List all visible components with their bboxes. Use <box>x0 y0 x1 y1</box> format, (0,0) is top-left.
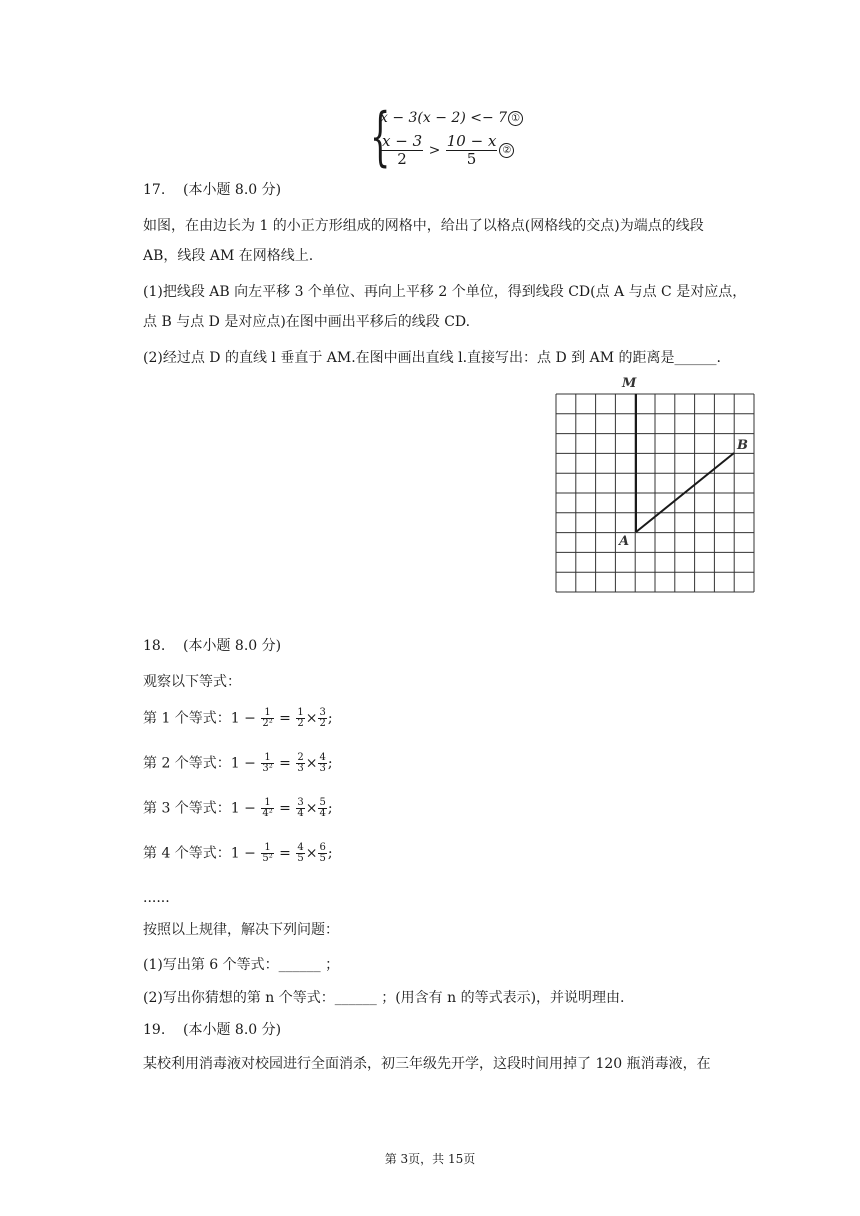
fraction-a <box>261 753 273 774</box>
right-numerator: 10 − x <box>446 132 497 150</box>
page-footer: 第 3页，共 15页 <box>384 1152 476 1166</box>
fraction-b-num: 4 <box>297 842 304 853</box>
q17-part1-2: 点 B 与点 D 是对应点)在图中画出平移后的线段 CD. <box>143 314 471 330</box>
q18-part2: (2)写出你猜想的第 n 个等式：______ ；(用含有 n 的等式表示)，并说明理由. <box>143 990 625 1006</box>
fraction-c <box>318 753 326 774</box>
fraction-c-den: 3 <box>319 763 326 774</box>
fraction-c <box>318 708 326 729</box>
q17-part2: (2)经过点 D 的直线 l 垂直于 AM.在图中画出直线 l.直接写出：点 D 到 AM 的距离是______. <box>143 350 721 366</box>
grid-figure <box>548 372 763 597</box>
inequality-op: > <box>428 142 441 159</box>
q19-number: 19. <box>143 1022 166 1038</box>
left-fraction <box>381 133 423 168</box>
fraction-a-den: 5² <box>262 853 273 864</box>
fraction-a-den: 3² <box>262 763 273 774</box>
fraction-b-den: 4 <box>297 808 304 819</box>
fraction-b <box>296 843 304 864</box>
fraction-b-num: 3 <box>297 797 304 808</box>
fraction-a-den: 2² <box>262 718 273 729</box>
equation-row: 第 4 个等式：1 − $\frac{1}{\text{5²}}$ = $\frac{4}{5}$ × $\frac{6}{5}$ ; <box>143 842 333 864</box>
right-denominator: 5 <box>466 150 477 168</box>
q18-heading <box>143 636 281 656</box>
inequality-row-1 <box>380 110 523 126</box>
q17-intro-1: 如图，在由边长为 1 的小正方形组成的网格中，给出了以格点(网格线的交点)为端点的线段 <box>143 218 704 234</box>
q17-number: 17. <box>143 182 166 198</box>
fraction-b-den: 2 <box>297 718 304 729</box>
equation-prefix: 第 3 个等式：1 − <box>143 800 256 817</box>
fraction-c-num: 4 <box>319 752 326 763</box>
fraction-b-num: 1 <box>297 707 304 718</box>
fraction-a-num: 1 <box>261 798 273 809</box>
q18-score: (本小题 8.0 分) <box>183 638 282 654</box>
label-m: M <box>622 376 637 391</box>
fraction-a <box>261 798 273 819</box>
q18-intro: 观察以下等式： <box>143 674 241 690</box>
left-numerator: x − 3 <box>382 132 423 150</box>
equation-prefix: 第 1 个等式：1 − <box>143 710 256 727</box>
fraction-a-num: 1 <box>261 753 273 764</box>
q18-number: 18. <box>143 638 166 654</box>
fraction-b <box>296 708 304 729</box>
fraction-a-num: 1 <box>261 843 273 854</box>
left-brace: { <box>370 100 391 174</box>
label-a: A <box>619 534 630 549</box>
q17-intro-2: AB，线段 AM 在网格线上. <box>143 248 314 264</box>
label-b: B <box>737 438 748 453</box>
fraction-c-num: 3 <box>319 707 326 718</box>
fraction-c <box>318 843 326 864</box>
fraction-a-num: 1 <box>261 708 273 719</box>
fraction-b-den: 3 <box>297 763 304 774</box>
fraction-b-den: 5 <box>297 853 304 864</box>
q19-text: 某校利用消毒液对校园进行全面消杀，初三年级先开学，这段时间用掉了 120 瓶消毒液，在 <box>143 1056 711 1072</box>
fraction-b <box>296 798 304 819</box>
equation-row: 第 2 个等式：1 − $\frac{1}{\text{3²}}$ = $\frac{2}{3}$ × $\frac{4}{3}$ ; <box>143 752 333 774</box>
fraction-a-den: 4² <box>262 808 273 819</box>
fraction-a <box>261 843 273 864</box>
left-denominator: 2 <box>397 150 407 168</box>
q17-score: (本小题 8.0 分) <box>183 182 282 198</box>
q18-instruction: 按照以上规律，解决下列问题： <box>143 922 339 938</box>
equation-prefix: 第 4 个等式：1 − <box>143 845 256 862</box>
q17-heading <box>143 180 281 200</box>
fraction-b-num: 2 <box>297 752 304 763</box>
equation-row: 第 1 个等式：1 − $\frac{1}{\text{2²}}$ = $\frac{1}{2}$ × $\frac{3}{2}$ ; <box>143 707 333 729</box>
fraction-c-den: 4 <box>319 808 326 819</box>
fraction-a <box>261 708 273 729</box>
marker-2: ② <box>499 143 514 158</box>
q18-part1: (1)写出第 6 个等式：______ ； <box>143 957 340 973</box>
equation-row: 第 3 个等式：1 − $\frac{1}{\text{4²}}$ = $\frac{3}{4}$ × $\frac{5}{4}$ ; <box>143 797 333 819</box>
right-fraction <box>446 133 498 168</box>
fraction-c-num: 5 <box>319 797 326 808</box>
fraction-c-den: 5 <box>319 853 326 864</box>
inequality-row-2 <box>380 133 514 168</box>
ellipsis: ...... <box>143 890 170 906</box>
q19-heading <box>143 1020 281 1040</box>
q19-score: (本小题 8.0 分) <box>183 1022 282 1038</box>
fraction-c <box>318 798 326 819</box>
fraction-c-num: 6 <box>319 842 326 853</box>
grid-lines <box>556 394 754 592</box>
fraction-b <box>296 753 304 774</box>
equation-prefix: 第 2 个等式：1 − <box>143 755 256 772</box>
q17-part1-1: (1)把线段 AB 向左平移 3 个单位、再向上平移 2 个单位，得到线段 CD(点 A 与点 C 是对应点， <box>143 284 747 300</box>
fraction-c-den: 2 <box>319 718 326 729</box>
inequality-1-text: x − 3(x − 2) <− 7 <box>380 110 508 126</box>
marker-1: ① <box>508 111 523 126</box>
